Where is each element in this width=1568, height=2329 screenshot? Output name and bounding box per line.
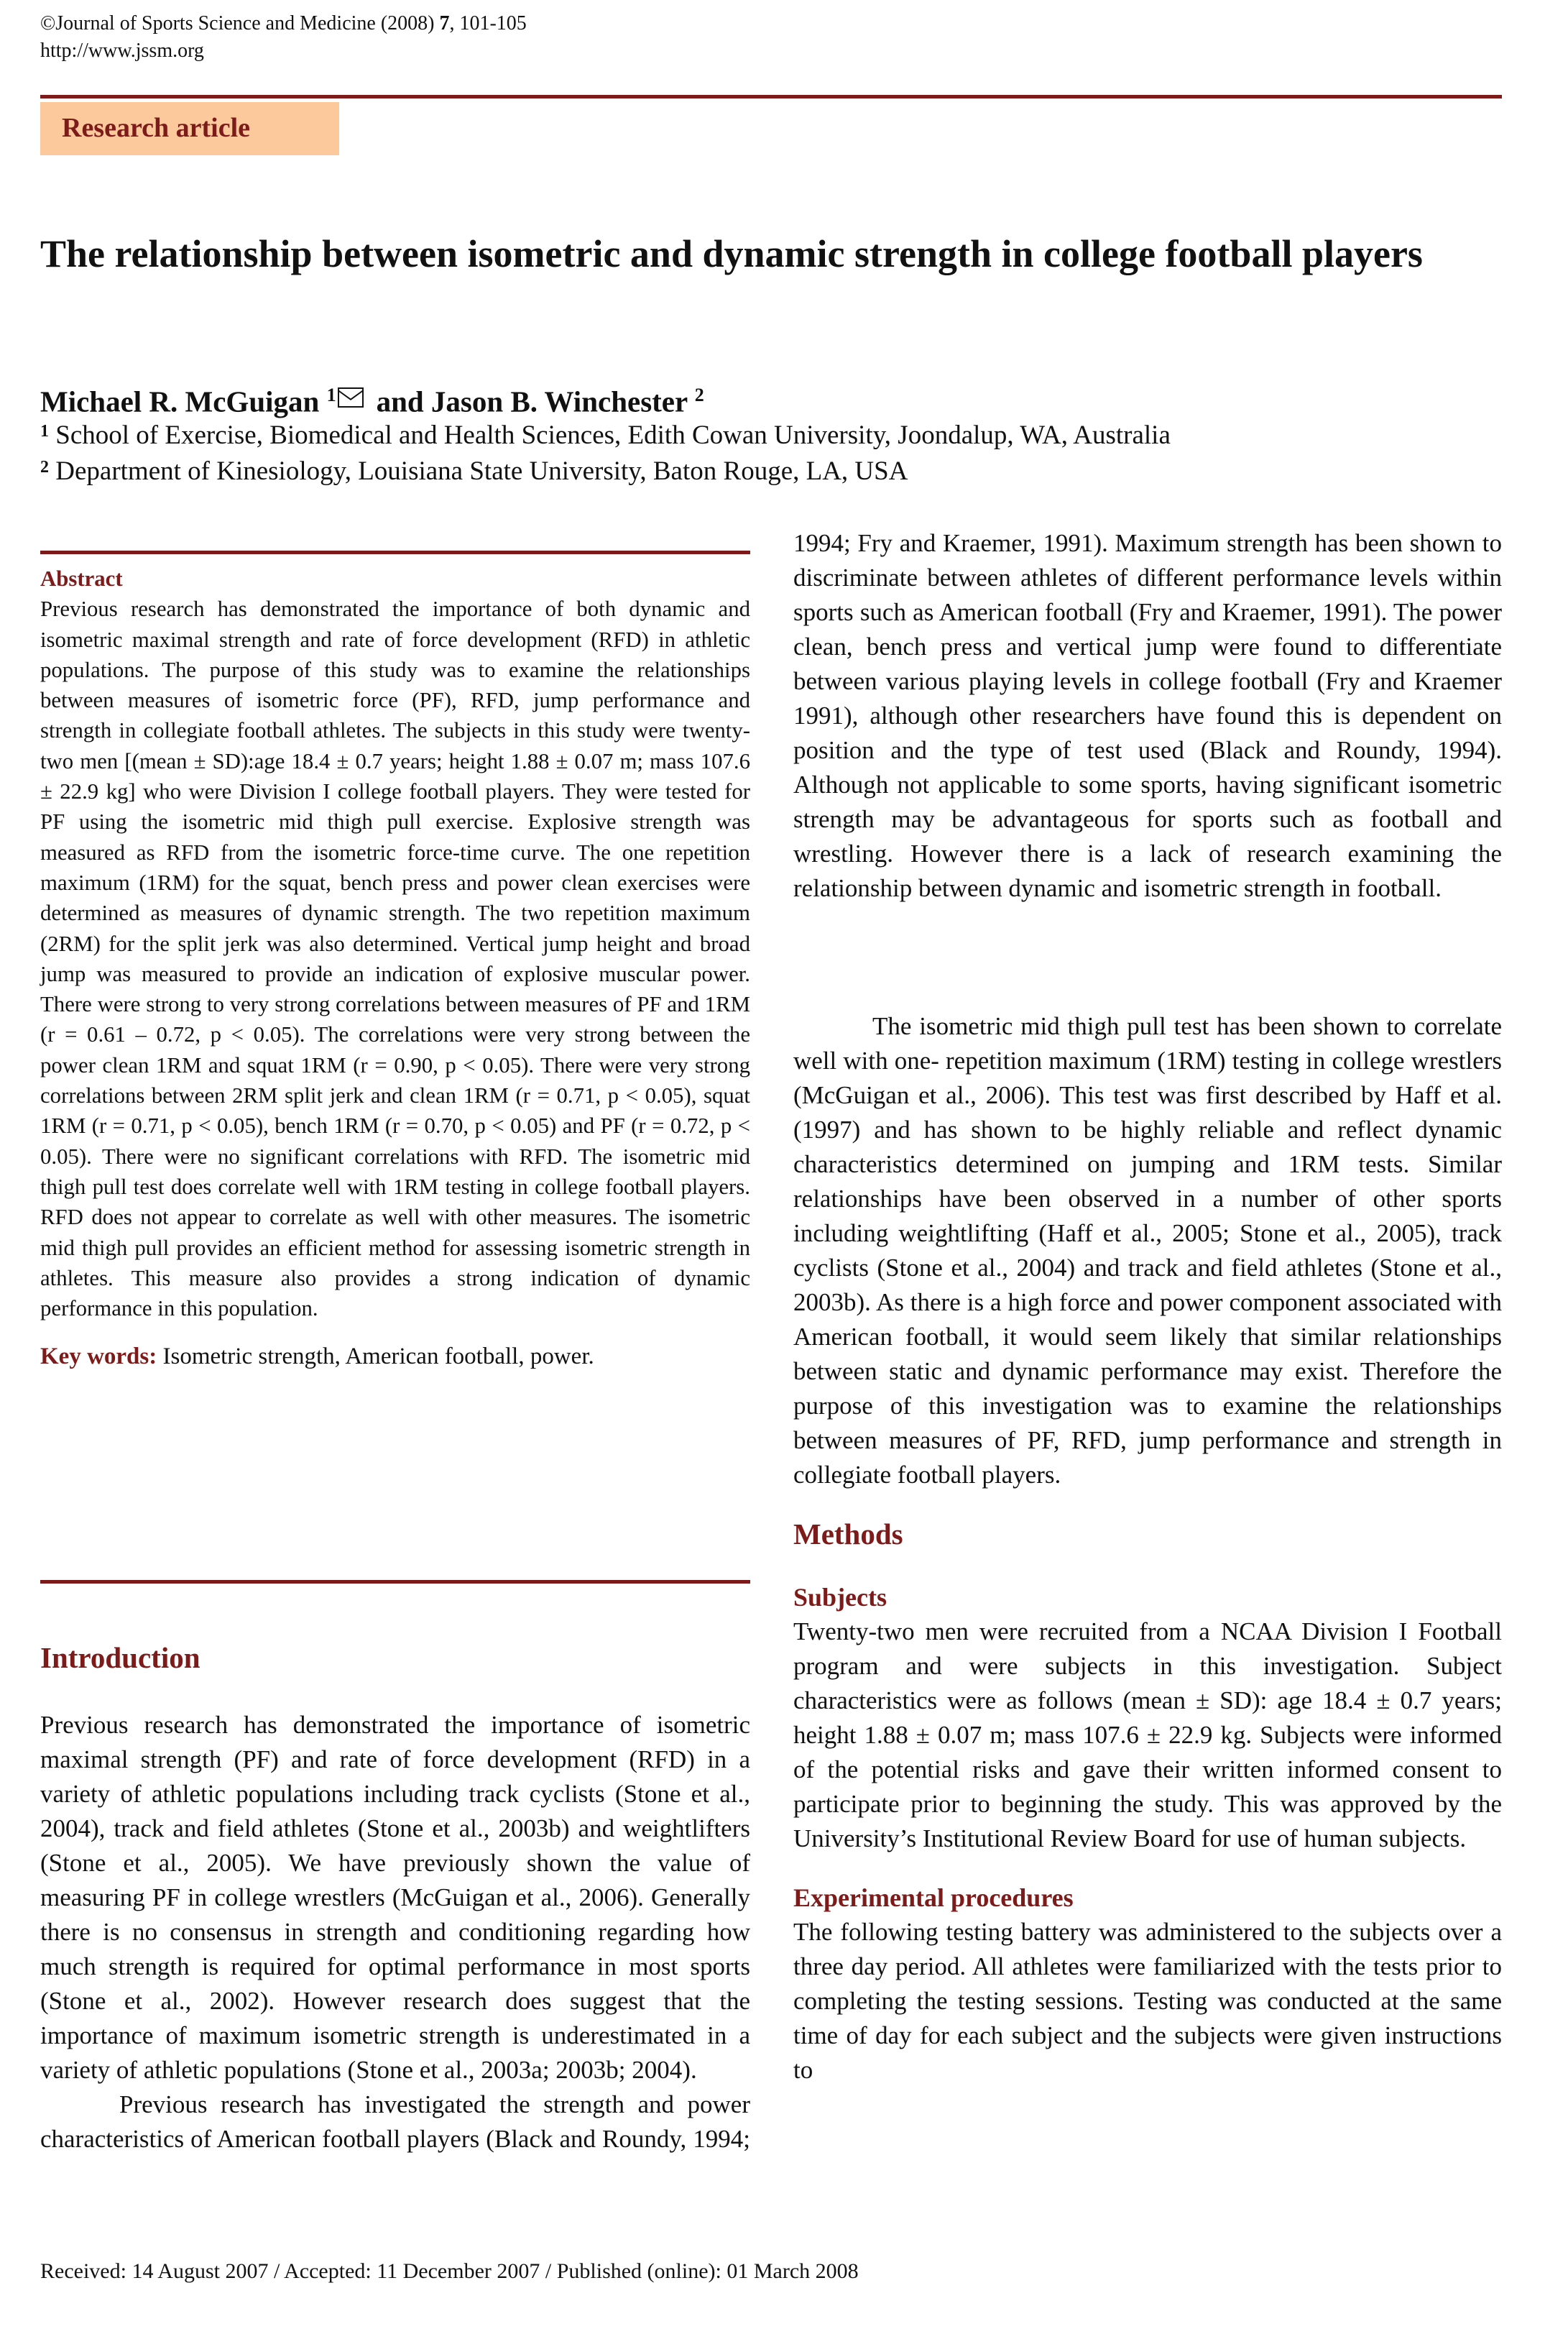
introduction-paragraph-2: Previous research has investigated the strength and power characteristics of American football players (Black and Roundy, 1994; bbox=[40, 2090, 750, 2153]
subjects-heading: Subjects bbox=[793, 1583, 887, 1612]
author-1: Michael R. McGuigan bbox=[40, 385, 327, 418]
introduction-paragraph-2-continued bbox=[793, 526, 1502, 1009]
journal-volume: 7 bbox=[439, 12, 450, 35]
journal-pages: , 101-105 bbox=[449, 12, 527, 35]
affiliation-2-number: 2 bbox=[40, 458, 49, 477]
article-type-label: Research article bbox=[62, 113, 251, 143]
journal-citation bbox=[40, 10, 527, 65]
author-2-affil: 2 bbox=[694, 385, 704, 405]
author-2: and Jason B. Winchester bbox=[376, 385, 695, 418]
header-rule bbox=[40, 95, 1502, 98]
envelope-icon[interactable] bbox=[338, 387, 364, 408]
keywords-text: Isometric strength, American football, power. bbox=[157, 1343, 594, 1370]
keywords bbox=[40, 1341, 750, 1372]
introduction-heading: Introduction bbox=[40, 1641, 200, 1674]
methods-heading: Methods bbox=[793, 1517, 903, 1551]
publication-dates: Received: 14 August 2007 / Accepted: 11 December 2007 / Published (online): 01 March 2008 bbox=[40, 2259, 859, 2283]
abstract bbox=[40, 564, 750, 1372]
abstract-text: Previous research has demonstrated the importance of both dynamic and isometric maximal strength and rate of force development (RFD) in athletic populations. The purpose of this study was to examine the relationships between measures of isometric force (PF), RFD, jump performance and strength in collegiate football athletes. The subjects in this study were twenty-two men [(mean ± SD):age 18.4 ± 0.7 years; height 1.88 ± 0.07 m; mass 107.6 ± 22.9 kg] who were Division I college football players. They were tested for PF using the isometric mid thigh pull exercise. Explosive strength was measured as RFD from the isometric force-time curve. The one repetition maximum (1RM) for the squat, bench press and power clean exercises were determined as measures of dynamic strength. The two repetition maximum (2RM) for the split jerk was also determined. Vertical jump height and broad jump was measured to provide an indication of explosive muscular power. There were strong to very strong correlations between measures of PF and 1RM (r = 0.61 – 0.72, p < 0.05). The correlations were very strong between the power clean 1RM and squat 1RM (r = 0.90, p < 0.05). There were very strong correlations between 2RM split jerk and clean 1RM (r = 0.71, p < 0.05), squat 1RM (r = 0.71, p < 0.05), bench 1RM (r = 0.70, p < 0.05) and PF (r = 0.72, p < 0.05). There were no significant correlations with RFD. The isometric mid thigh pull test does correlate well with 1RM testing in college football players. RFD does not appear to correlate as well with other measures. The isometric mid thigh pull provides an efficient method for assessing isometric strength in athletes. This measure also provides a strong indication of dynamic performance in this population. bbox=[40, 597, 750, 1321]
affiliation-2 bbox=[40, 450, 1502, 489]
article-title: The relationship between isometric and dynamic strength in college football players bbox=[40, 232, 1423, 275]
journal-name: ©Journal of Sports Science and Medicine (2008) bbox=[40, 12, 440, 35]
right-column bbox=[793, 526, 1502, 2087]
introduction-left-column bbox=[40, 1708, 750, 2156]
author-1-affil: 1 bbox=[326, 385, 336, 405]
procedures-text: The following testing battery was administered to the subjects over a three day period. All athletes were familiarized with the tests prior to completing the testing sessions. Testing was conducted at the same time of day for each subject and the subjects were given instructions to bbox=[793, 1918, 1502, 2084]
abstract-top-rule bbox=[40, 551, 750, 554]
keywords-label: Key words: bbox=[40, 1343, 157, 1370]
introduction-paragraph-3: The isometric mid thigh pull test has been shown to correlate well with one- repetition maximum (1RM) testing in college wrestlers (McGuigan et al., 2006). This test was first described by Haff et al. (1997) and has shown to be highly reliable and reflect dynamic characteristics determined on jumping and 1RM tests. Similar relationships have been observed in a number of other sports including weightlifting (Haff et al., 2005; Stone et al., 2005), track cyclists (Stone et al., 2004) and track and field athletes (Stone et al., 2003b). As there is a high force and power component associated with American football, it would seem likely that similar relationships between static and dynamic performance may exist. Therefore the purpose of this investigation was to examine the relationships between measures of PF, RFD, jump performance and strength in collegiate football players. bbox=[793, 1012, 1502, 1489]
affiliation-1-text: School of Exercise, Biomedical and Health Sciences, Edith Cowan University, Joondalup, WA, Australia bbox=[49, 421, 1171, 450]
introduction-paragraph-2-tail: 1994; Fry and Kraemer, 1991). Maximum strength has been shown to discriminate between athletes of different performance levels within sports such as American football (Fry and Kraemer, 1991). The power clean, bench press and vertical jump were found to differentiate between various playing levels in college football (Fry and Kraemer 1991), although other researchers have found this is dependent on position and the type of test used (Black and Roundy, 1994). Although not applicable to some sports, having significant isometric strength may be advantageous for sports such as football and wrestling. However there is a lack of research examining the relationship between dynamic and isometric strength in football. bbox=[793, 529, 1502, 902]
procedures-heading: Experimental procedures bbox=[793, 1883, 1074, 1912]
abstract-bottom-rule bbox=[40, 1580, 750, 1584]
affiliation-2-text: Department of Kinesiology, Louisiana State University, Baton Rouge, LA, USA bbox=[49, 456, 908, 486]
journal-url[interactable]: http://www.jssm.org bbox=[40, 40, 204, 62]
affiliation-1-number: 1 bbox=[40, 422, 49, 441]
introduction-paragraph-1: Previous research has demonstrated the importance of isometric maximal strength (PF) and rate of force development (RFD) in a variety of athletic populations including track cyclists (Stone et al., 2004), track and field athletes (Stone et al., 2003b) and weightlifters (Stone et al., 2005). We have previously shown the value of measuring PF in college wrestlers (McGuigan et al., 2006). Generally there is no consensus in strength and conditioning regarding how much strength is required for optimal performance in most sports (Stone et al., 2002). However research does suggest that the importance of maximum isometric strength is underestimated in a variety of athletic populations (Stone et al., 2003a; 2003b; 2004). bbox=[40, 1711, 750, 2084]
abstract-heading: Abstract bbox=[40, 566, 123, 591]
affiliation-1 bbox=[40, 414, 1502, 453]
article-type-badge bbox=[40, 102, 339, 155]
subjects-text: Twenty-two men were recruited from a NCAA Division I Football program and were subjects in this investigation. Subject characteristics were as follows (mean ± SD): age 18.4 ± 0.7 years; height 1.88 ± 0.07 m; mass 107.6 ± 22.9 kg. Subjects were informed of the potential risks and gave their written informed consent to participate prior to beginning the study. This was approved by the University’s Institutional Review Board for use of human subjects. bbox=[793, 1617, 1502, 1852]
